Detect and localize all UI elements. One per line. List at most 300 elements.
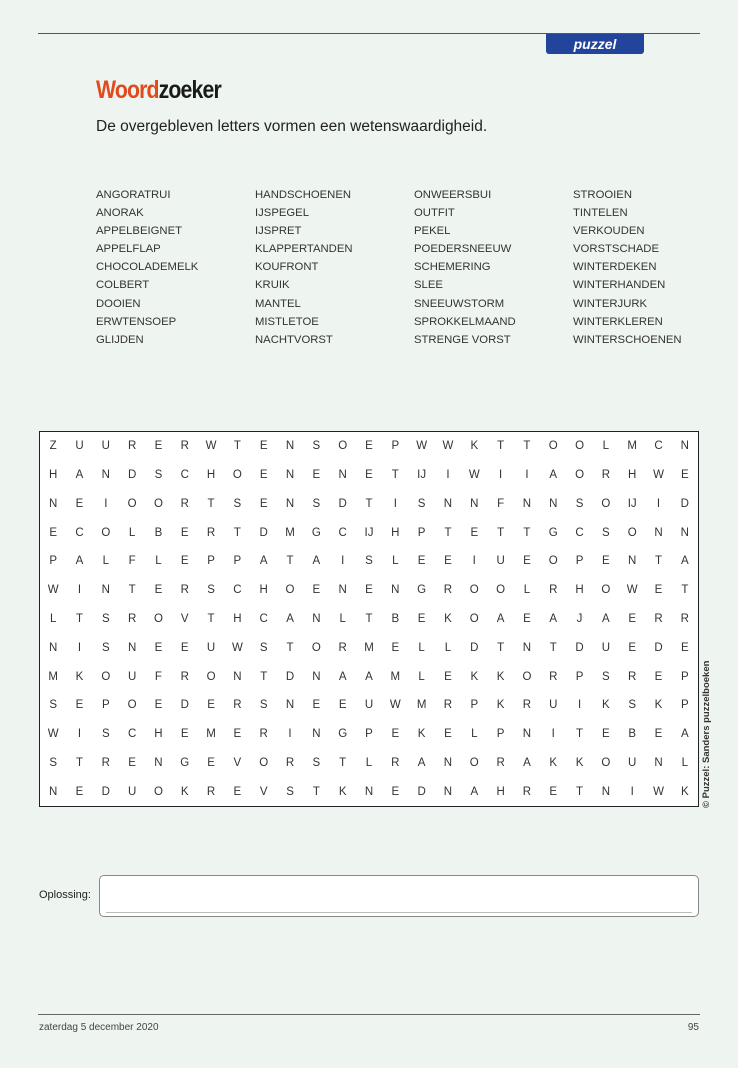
grid-cell[interactable]: V xyxy=(180,612,189,625)
grid-cell[interactable]: O xyxy=(548,555,558,568)
grid-cell[interactable]: R xyxy=(549,584,558,597)
grid-cell[interactable]: S xyxy=(259,699,268,712)
grid-cell[interactable]: H xyxy=(496,785,505,798)
grid-cell[interactable]: R xyxy=(391,756,400,769)
grid-cell[interactable]: E xyxy=(523,612,531,625)
grid-cell[interactable]: P xyxy=(575,670,584,683)
grid-cell[interactable]: H xyxy=(575,584,584,597)
grid-cell[interactable]: O xyxy=(153,612,163,625)
grid-cell[interactable]: IJ xyxy=(417,469,427,482)
grid-cell[interactable]: N xyxy=(338,469,347,482)
grid-cell[interactable]: T xyxy=(497,440,505,453)
grid-cell[interactable]: P xyxy=(49,555,57,568)
grid-cell[interactable]: T xyxy=(576,785,584,798)
grid-cell[interactable]: R xyxy=(522,699,532,712)
grid-cell[interactable]: F xyxy=(128,555,136,568)
grid-cell[interactable]: N xyxy=(338,584,347,597)
grid-cell[interactable]: E xyxy=(180,555,189,568)
grid-cell[interactable]: E xyxy=(549,785,558,798)
grid-cell[interactable]: U xyxy=(206,641,216,654)
grid-cell[interactable]: R xyxy=(285,756,295,769)
grid-cell[interactable]: E xyxy=(259,497,268,510)
grid-cell[interactable]: O xyxy=(469,584,479,597)
grid-cell[interactable]: R xyxy=(259,728,268,741)
grid-cell[interactable]: D xyxy=(680,497,689,510)
grid-cell[interactable]: T xyxy=(444,526,452,539)
grid-cell[interactable]: L xyxy=(339,612,346,625)
grid-cell[interactable]: G xyxy=(180,756,190,769)
grid-cell[interactable]: S xyxy=(365,555,373,568)
grid-cell[interactable]: I xyxy=(288,728,292,741)
grid-cell[interactable]: T xyxy=(75,612,83,625)
grid-cell[interactable]: O xyxy=(469,756,479,769)
grid-cell[interactable]: H xyxy=(49,469,58,482)
grid-cell[interactable]: E xyxy=(628,612,637,625)
grid-cell[interactable]: E xyxy=(207,699,215,712)
grid-cell[interactable]: T xyxy=(681,584,689,597)
grid-cell[interactable]: N xyxy=(312,728,321,741)
grid-cell[interactable]: D xyxy=(101,785,110,798)
grid-cell[interactable]: E xyxy=(75,785,84,798)
grid-cell[interactable]: I xyxy=(104,497,108,510)
grid-cell[interactable]: R xyxy=(180,670,189,683)
grid-cell[interactable]: I xyxy=(341,555,345,568)
grid-cell[interactable]: H xyxy=(206,469,216,482)
grid-cell[interactable]: W xyxy=(468,469,480,482)
grid-cell[interactable]: F xyxy=(497,497,505,510)
grid-cell[interactable]: P xyxy=(496,728,505,741)
grid-cell[interactable]: K xyxy=(470,670,479,683)
grid-cell[interactable]: T xyxy=(312,785,320,798)
grid-cell[interactable]: L xyxy=(102,555,109,568)
grid-cell[interactable]: I xyxy=(525,469,529,482)
grid-cell[interactable]: R xyxy=(127,440,137,453)
grid-cell[interactable]: S xyxy=(575,497,584,510)
grid-cell[interactable]: L xyxy=(49,612,57,625)
grid-cell[interactable]: G xyxy=(311,526,321,539)
grid-cell[interactable]: E xyxy=(391,641,400,654)
grid-cell[interactable]: T xyxy=(523,440,531,453)
grid-cell[interactable]: O xyxy=(522,670,532,683)
grid-cell[interactable]: W xyxy=(389,699,401,712)
grid-cell[interactable]: R xyxy=(443,584,453,597)
grid-cell[interactable]: T xyxy=(497,641,505,654)
grid-cell[interactable]: E xyxy=(180,641,189,654)
grid-cell[interactable]: N xyxy=(522,641,532,654)
grid-cell[interactable]: D xyxy=(285,670,295,683)
grid-cell[interactable]: K xyxy=(602,699,610,712)
grid-cell[interactable]: D xyxy=(417,785,426,798)
grid-cell[interactable]: U xyxy=(127,785,137,798)
grid-cell[interactable]: C xyxy=(654,440,663,453)
grid-cell[interactable]: H xyxy=(628,469,637,482)
grid-cell[interactable]: T xyxy=(497,526,505,539)
grid-cell[interactable]: P xyxy=(233,555,242,568)
grid-cell[interactable]: N xyxy=(654,526,663,539)
grid-cell[interactable]: T xyxy=(549,641,557,654)
grid-cell[interactable]: R xyxy=(496,756,505,769)
grid-cell[interactable]: E xyxy=(365,584,373,597)
grid-cell[interactable]: S xyxy=(417,497,426,510)
grid-cell[interactable]: A xyxy=(523,756,531,769)
grid-cell[interactable]: R xyxy=(443,699,453,712)
grid-cell[interactable]: S xyxy=(233,497,242,510)
grid-cell[interactable]: C xyxy=(75,526,84,539)
grid-cell[interactable]: E xyxy=(154,440,163,453)
grid-cell[interactable]: N xyxy=(443,497,453,510)
grid-cell[interactable]: N xyxy=(285,469,295,482)
grid-cell[interactable]: D xyxy=(575,641,584,654)
grid-cell[interactable]: W xyxy=(416,440,428,453)
grid-cell[interactable]: V xyxy=(233,756,242,769)
grid-cell[interactable]: G xyxy=(338,728,348,741)
grid-cell[interactable]: I xyxy=(630,785,634,798)
grid-cell[interactable]: A xyxy=(417,756,426,769)
grid-cell[interactable]: O xyxy=(206,670,216,683)
grid-cell[interactable]: U xyxy=(601,641,611,654)
grid-cell[interactable]: S xyxy=(154,469,163,482)
grid-cell[interactable]: F xyxy=(154,670,162,683)
grid-cell[interactable]: A xyxy=(549,469,558,482)
grid-cell[interactable]: S xyxy=(312,497,321,510)
grid-cell[interactable]: O xyxy=(548,440,558,453)
grid-cell[interactable]: O xyxy=(127,497,137,510)
grid-cell[interactable]: E xyxy=(180,526,189,539)
grid-cell[interactable]: L xyxy=(155,555,162,568)
grid-cell[interactable]: A xyxy=(680,555,689,568)
grid-cell[interactable]: M xyxy=(364,641,374,654)
grid-cell[interactable]: M xyxy=(48,670,58,683)
grid-cell[interactable]: G xyxy=(548,526,558,539)
grid-cell[interactable]: L xyxy=(418,641,425,654)
solution-input[interactable] xyxy=(99,875,699,917)
grid-cell[interactable]: N xyxy=(391,584,400,597)
grid-cell[interactable]: N xyxy=(154,756,163,769)
grid-cell[interactable]: A xyxy=(496,612,505,625)
grid-cell[interactable]: L xyxy=(444,641,452,654)
grid-cell[interactable]: K xyxy=(470,440,479,453)
grid-cell[interactable]: E xyxy=(602,555,610,568)
grid-cell[interactable]: E xyxy=(154,699,163,712)
grid-cell[interactable]: N xyxy=(654,756,663,769)
grid-cell[interactable]: I xyxy=(472,555,476,568)
grid-cell[interactable]: O xyxy=(601,756,611,769)
grid-cell[interactable]: N xyxy=(522,497,532,510)
grid-cell[interactable]: T xyxy=(233,440,241,453)
grid-cell[interactable]: N xyxy=(101,584,110,597)
grid-cell[interactable]: I xyxy=(577,699,582,712)
grid-cell[interactable]: H xyxy=(391,526,400,539)
grid-cell[interactable]: A xyxy=(75,469,84,482)
grid-cell[interactable]: K xyxy=(549,756,558,769)
grid-cell[interactable]: R xyxy=(101,756,110,769)
grid-cell[interactable]: W xyxy=(626,584,638,597)
grid-cell[interactable]: E xyxy=(154,584,163,597)
grid-cell[interactable]: N xyxy=(364,785,374,798)
grid-cell[interactable]: S xyxy=(286,785,294,798)
grid-cell[interactable]: C xyxy=(259,612,268,625)
grid-cell[interactable]: E xyxy=(680,641,689,654)
grid-cell[interactable]: C xyxy=(180,469,189,482)
grid-cell[interactable]: M xyxy=(206,728,216,741)
grid-cell[interactable]: O xyxy=(259,756,269,769)
grid-cell[interactable]: G xyxy=(417,584,427,597)
grid-cell[interactable]: R xyxy=(206,785,216,798)
grid-cell[interactable]: K xyxy=(575,756,584,769)
grid-cell[interactable]: N xyxy=(443,756,453,769)
grid-cell[interactable]: O xyxy=(601,584,611,597)
grid-cell[interactable]: D xyxy=(654,641,663,654)
grid-cell[interactable]: L xyxy=(471,728,478,741)
grid-cell[interactable]: U xyxy=(101,440,110,453)
grid-cell[interactable]: A xyxy=(602,612,610,625)
grid-cell[interactable]: S xyxy=(101,641,110,654)
grid-cell[interactable]: O xyxy=(469,612,479,625)
grid-cell[interactable]: E xyxy=(75,497,84,510)
grid-cell[interactable]: T xyxy=(233,526,241,539)
grid-cell[interactable]: W xyxy=(205,440,217,453)
grid-cell[interactable]: O xyxy=(496,584,506,597)
grid-cell[interactable]: M xyxy=(627,440,637,453)
grid-cell[interactable]: N xyxy=(49,785,58,798)
grid-cell[interactable]: N xyxy=(285,440,295,453)
grid-cell[interactable]: L xyxy=(523,584,531,597)
grid-cell[interactable]: B xyxy=(154,526,163,539)
grid-cell[interactable]: P xyxy=(101,699,110,712)
grid-cell[interactable]: W xyxy=(442,440,454,453)
grid-cell[interactable]: E xyxy=(417,555,426,568)
grid-cell[interactable]: P xyxy=(470,699,479,712)
grid-cell[interactable]: A xyxy=(365,670,373,683)
grid-cell[interactable]: W xyxy=(47,728,59,741)
grid-cell[interactable]: N xyxy=(470,497,479,510)
grid-cell[interactable]: A xyxy=(680,728,689,741)
grid-cell[interactable]: A xyxy=(338,670,347,683)
grid-cell[interactable]: E xyxy=(338,699,347,712)
grid-cell[interactable]: E xyxy=(391,785,400,798)
grid-cell[interactable]: D xyxy=(127,469,137,482)
grid-cell[interactable]: W xyxy=(653,469,664,482)
grid-cell[interactable]: E xyxy=(654,584,663,597)
grid-cell[interactable]: R xyxy=(180,584,189,597)
grid-cell[interactable]: R xyxy=(338,641,347,654)
grid-cell[interactable]: IJ xyxy=(627,497,637,510)
grid-cell[interactable]: R xyxy=(654,612,663,625)
grid-cell[interactable]: N xyxy=(101,469,110,482)
grid-cell[interactable]: S xyxy=(49,699,57,712)
grid-cell[interactable]: E xyxy=(654,728,663,741)
grid-cell[interactable]: P xyxy=(680,670,689,683)
grid-cell[interactable]: S xyxy=(312,440,321,453)
grid-cell[interactable]: S xyxy=(602,670,610,683)
grid-cell[interactable]: D xyxy=(470,641,479,654)
grid-cell[interactable]: E xyxy=(523,555,531,568)
grid-cell[interactable]: R xyxy=(127,612,137,625)
grid-cell[interactable]: L xyxy=(418,670,425,683)
grid-cell[interactable]: A xyxy=(312,555,321,568)
grid-cell[interactable]: A xyxy=(259,555,268,568)
grid-cell[interactable]: B xyxy=(391,612,400,625)
grid-cell[interactable]: O xyxy=(127,699,137,712)
grid-cell[interactable]: K xyxy=(496,699,505,712)
grid-cell[interactable]: I xyxy=(551,728,555,741)
grid-cell[interactable]: N xyxy=(601,785,611,798)
grid-cell[interactable]: U xyxy=(496,555,505,568)
grid-cell[interactable]: T xyxy=(286,555,294,568)
grid-cell[interactable]: E xyxy=(602,728,610,741)
grid-cell[interactable]: D xyxy=(259,526,268,539)
grid-cell[interactable]: O xyxy=(285,584,295,597)
grid-cell[interactable]: U xyxy=(364,699,374,712)
grid-cell[interactable]: P xyxy=(417,526,426,539)
grid-cell[interactable]: A xyxy=(470,785,479,798)
grid-cell[interactable]: K xyxy=(180,785,189,798)
grid-cell[interactable]: N xyxy=(680,440,689,453)
grid-cell[interactable]: E xyxy=(233,785,242,798)
grid-cell[interactable]: U xyxy=(75,440,84,453)
grid-cell[interactable]: W xyxy=(653,785,664,798)
grid-cell[interactable]: E xyxy=(365,469,373,482)
grid-cell[interactable]: T xyxy=(365,612,373,625)
grid-cell[interactable]: K xyxy=(75,670,84,683)
grid-cell[interactable]: A xyxy=(549,612,558,625)
grid-cell[interactable]: E xyxy=(75,699,84,712)
grid-cell[interactable]: R xyxy=(601,469,611,482)
grid-cell[interactable]: N xyxy=(233,670,242,683)
grid-cell[interactable]: E xyxy=(312,699,321,712)
grid-cell[interactable]: T xyxy=(207,497,215,510)
grid-cell[interactable]: S xyxy=(207,584,215,597)
grid-cell[interactable]: M xyxy=(285,526,295,539)
grid-cell[interactable]: R xyxy=(680,612,689,625)
grid-cell[interactable]: N xyxy=(443,785,453,798)
grid-cell[interactable]: N xyxy=(628,555,637,568)
grid-cell[interactable]: P xyxy=(575,555,584,568)
grid-cell[interactable]: S xyxy=(628,699,637,712)
grid-cell[interactable]: K xyxy=(417,728,426,741)
grid-cell[interactable]: K xyxy=(496,670,505,683)
grid-cell[interactable]: N xyxy=(49,641,58,654)
grid-cell[interactable]: E xyxy=(312,469,321,482)
grid-cell[interactable]: S xyxy=(49,756,57,769)
grid-cell[interactable]: N xyxy=(49,497,58,510)
grid-cell[interactable]: E xyxy=(207,756,215,769)
grid-cell[interactable]: A xyxy=(286,612,294,625)
grid-cell[interactable]: S xyxy=(101,612,110,625)
grid-cell[interactable]: T xyxy=(576,728,584,741)
grid-cell[interactable]: E xyxy=(312,584,321,597)
grid-cell[interactable]: E xyxy=(444,728,452,741)
grid-cell[interactable]: K xyxy=(338,785,347,798)
grid-cell[interactable]: O xyxy=(627,526,637,539)
grid-cell[interactable]: U xyxy=(127,670,137,683)
grid-cell[interactable]: E xyxy=(259,469,268,482)
grid-cell[interactable]: V xyxy=(259,785,268,798)
grid-cell[interactable]: N xyxy=(680,526,689,539)
grid-cell[interactable]: H xyxy=(259,584,268,597)
grid-cell[interactable]: S xyxy=(602,526,610,539)
grid-cell[interactable]: R xyxy=(206,526,216,539)
grid-cell[interactable]: N xyxy=(549,497,558,510)
grid-cell[interactable]: E xyxy=(444,555,452,568)
grid-cell[interactable]: T xyxy=(128,584,136,597)
grid-cell[interactable]: W xyxy=(231,641,243,654)
grid-cell[interactable]: E xyxy=(444,670,452,683)
grid-cell[interactable]: E xyxy=(365,440,373,453)
grid-cell[interactable]: W xyxy=(47,584,59,597)
grid-cell[interactable]: H xyxy=(154,728,163,741)
grid-cell[interactable]: L xyxy=(392,555,399,568)
grid-cell[interactable]: P xyxy=(680,699,689,712)
grid-cell[interactable]: O xyxy=(601,497,611,510)
grid-cell[interactable]: S xyxy=(312,756,321,769)
grid-cell[interactable]: R xyxy=(180,497,189,510)
grid-cell[interactable]: U xyxy=(549,699,558,712)
grid-cell[interactable]: P xyxy=(365,728,373,741)
grid-cell[interactable]: I xyxy=(393,497,397,510)
grid-cell[interactable]: N xyxy=(127,641,137,654)
grid-cell[interactable]: E xyxy=(180,728,189,741)
grid-cell[interactable]: T xyxy=(365,497,373,510)
grid-cell[interactable]: C xyxy=(575,526,584,539)
grid-cell[interactable]: E xyxy=(259,440,268,453)
grid-cell[interactable]: N xyxy=(285,699,295,712)
grid-cell[interactable]: O xyxy=(232,469,242,482)
grid-cell[interactable]: S xyxy=(259,641,268,654)
grid-cell[interactable]: L xyxy=(602,440,610,453)
grid-cell[interactable]: O xyxy=(575,469,585,482)
grid-cell[interactable]: E xyxy=(128,756,136,769)
grid-cell[interactable]: E xyxy=(654,670,663,683)
grid-cell[interactable]: R xyxy=(522,785,532,798)
grid-cell[interactable]: K xyxy=(444,612,452,625)
grid-cell[interactable]: L xyxy=(128,526,136,539)
grid-cell[interactable]: O xyxy=(575,440,585,453)
grid-cell[interactable]: B xyxy=(628,728,637,741)
grid-cell[interactable]: K xyxy=(654,699,663,712)
grid-cell[interactable]: E xyxy=(233,728,242,741)
grid-cell[interactable]: O xyxy=(153,785,163,798)
grid-cell[interactable]: N xyxy=(522,728,532,741)
grid-cell[interactable]: R xyxy=(180,440,189,453)
grid-cell[interactable]: H xyxy=(233,612,242,625)
grid-cell[interactable]: E xyxy=(391,728,400,741)
grid-cell[interactable]: R xyxy=(628,670,637,683)
grid-cell[interactable]: R xyxy=(233,699,242,712)
grid-cell[interactable]: O xyxy=(101,670,111,683)
grid-cell[interactable]: S xyxy=(101,728,110,741)
grid-cell[interactable]: N xyxy=(312,670,321,683)
grid-cell[interactable]: J xyxy=(576,612,583,625)
grid-cell[interactable]: C xyxy=(127,728,137,741)
grid-cell[interactable]: T xyxy=(655,555,663,568)
grid-cell[interactable]: O xyxy=(153,497,163,510)
grid-cell[interactable]: L xyxy=(681,756,689,769)
grid-cell[interactable]: T xyxy=(286,641,294,654)
grid-cell[interactable]: C xyxy=(338,526,347,539)
grid-cell[interactable]: L xyxy=(365,756,373,769)
grid-cell[interactable]: T xyxy=(523,526,531,539)
grid-cell[interactable]: I xyxy=(77,641,82,654)
grid-cell[interactable]: IJ xyxy=(364,526,374,539)
grid-cell[interactable]: I xyxy=(77,728,82,741)
grid-cell[interactable]: T xyxy=(391,469,399,482)
grid-cell[interactable]: E xyxy=(49,526,57,539)
grid-cell[interactable]: E xyxy=(680,469,689,482)
grid-cell[interactable]: T xyxy=(207,612,215,625)
grid-cell[interactable]: R xyxy=(549,670,558,683)
grid-cell[interactable]: O xyxy=(311,641,321,654)
